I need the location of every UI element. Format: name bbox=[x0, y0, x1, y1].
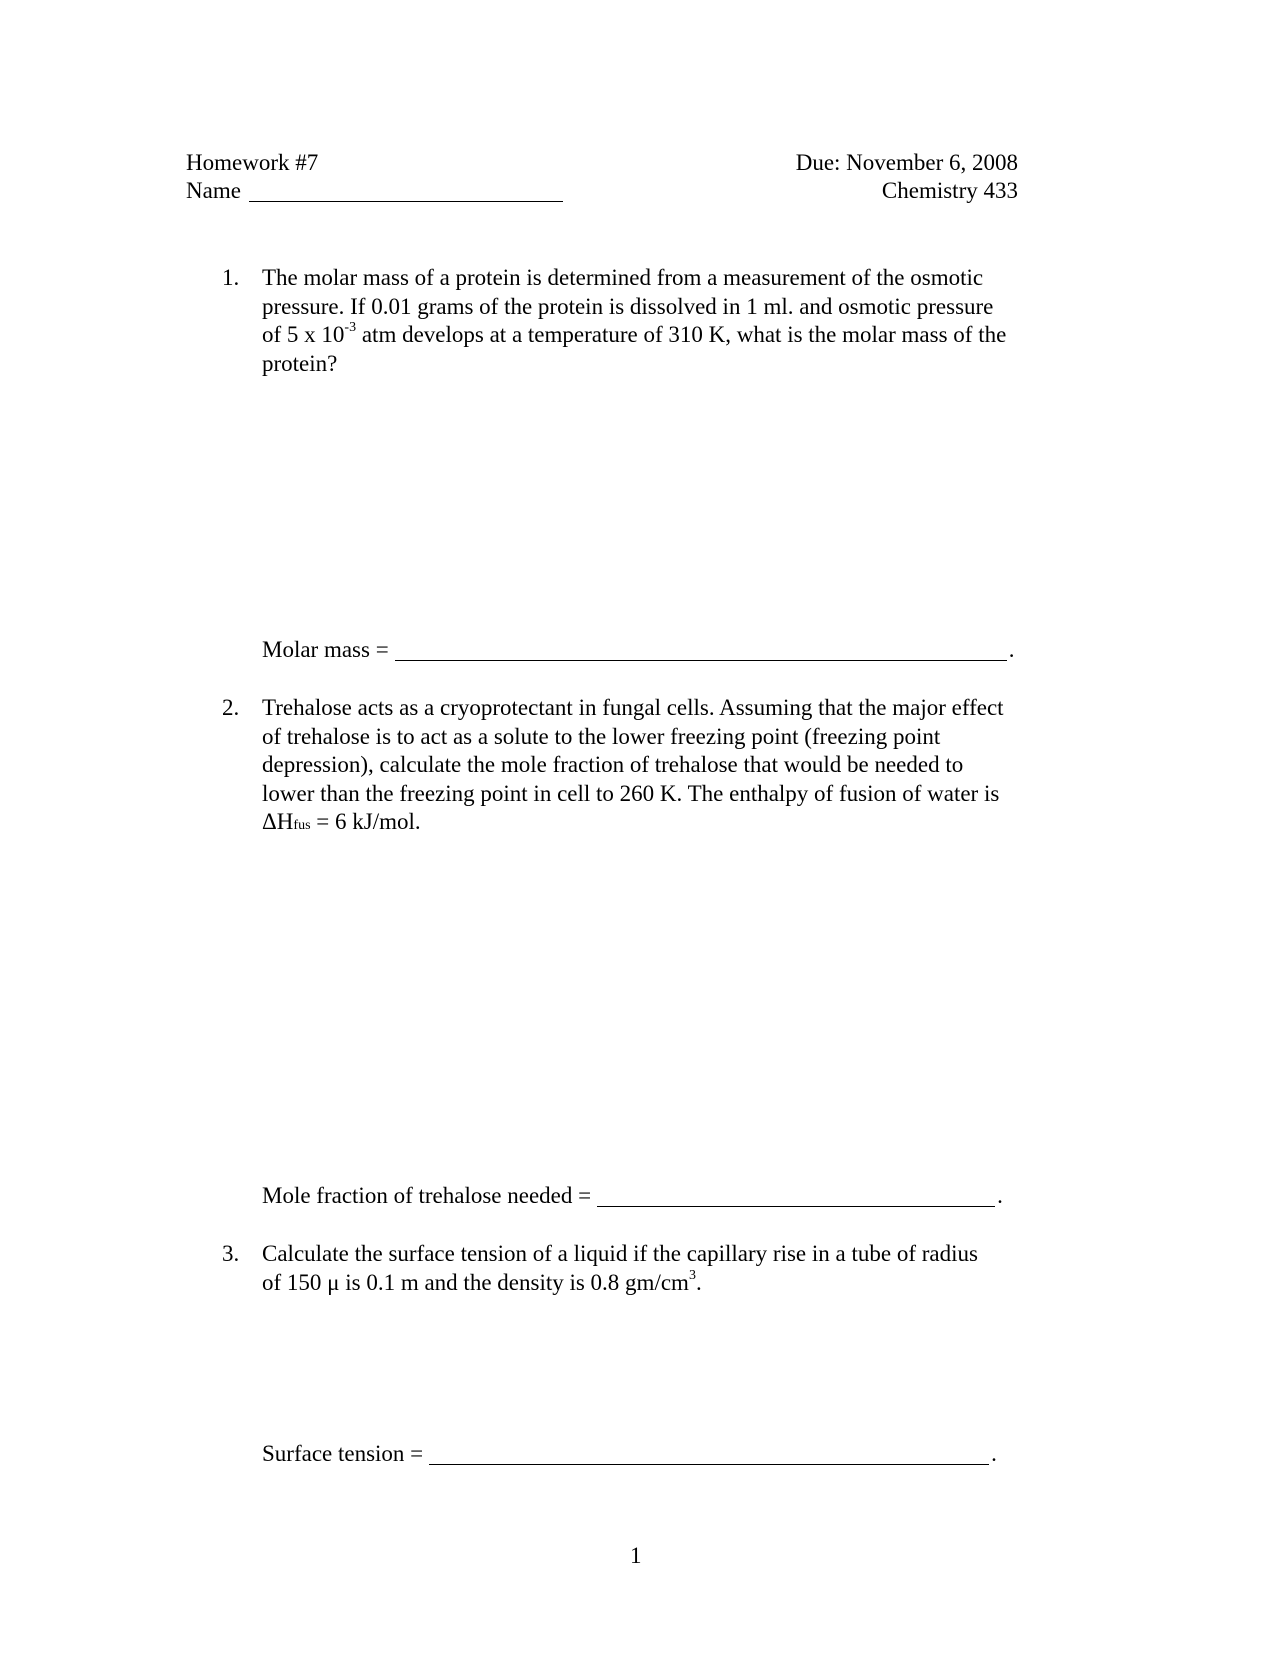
question-2-line-3: depression), calculate the mole fraction of trehalose that would be needed to bbox=[262, 752, 964, 777]
question-3-line-2-before: of 150 μ is 0.1 m and the density is 0.8 gm/cm bbox=[262, 1269, 689, 1295]
question-1-text bbox=[262, 264, 1082, 378]
question-2-answer-label: Mole fraction of trehalose needed = bbox=[262, 1183, 592, 1208]
question-3-answer-label: Surface tension = bbox=[262, 1441, 424, 1466]
question-2-answer-end: . bbox=[997, 1183, 1003, 1208]
question-1-line-4: protein? bbox=[262, 350, 338, 376]
page-number: 1 bbox=[630, 1543, 642, 1568]
question-3-line-2-after: . bbox=[695, 1269, 702, 1295]
question-2-line-1: Trehalose acts as a cryoprotectant in fungal cells. Assuming that the major effect bbox=[262, 695, 1004, 720]
homework-title: Homework #7 bbox=[186, 150, 319, 175]
question-1-answer-end: . bbox=[1008, 637, 1015, 662]
question-3-answer-end: . bbox=[991, 1441, 997, 1466]
question-2-enthalpy-subscript: fus bbox=[293, 818, 311, 833]
question-2-line-4: lower than the freezing point in cell to 260 K. The enthalpy of fusion of water is bbox=[262, 780, 1000, 806]
course-name: Chemistry 433 bbox=[881, 178, 1018, 203]
question-2-answer bbox=[262, 1182, 1003, 1211]
question-2-number: 2. bbox=[222, 695, 240, 720]
question-2-text bbox=[262, 694, 1082, 841]
question-1-line-3-before: of 5 x 10 bbox=[262, 322, 345, 347]
question-1-line-3-after: atm develops at a temperature of 310 K, what is the molar mass of the bbox=[356, 322, 1007, 347]
question-3-exponent: 3 bbox=[688, 1267, 696, 1283]
question-2-answer-blank[interactable] bbox=[597, 1186, 995, 1207]
question-3-text bbox=[262, 1240, 1082, 1297]
question-1-answer bbox=[262, 636, 1014, 665]
question-2-line-2: of trehalose is to act as a solute to the lower freezing point (freezing point bbox=[262, 723, 941, 749]
question-2-line-5 bbox=[262, 808, 1082, 841]
question-1-answer-label: Molar mass = bbox=[262, 637, 389, 662]
question-3-answer bbox=[262, 1440, 997, 1469]
question-3-line-1: Calculate the surface tension of a liquid if the capillary rise in a tube of radius bbox=[262, 1241, 978, 1266]
question-1-answer-blank[interactable] bbox=[395, 640, 1007, 661]
question-1-exponent: -3 bbox=[344, 320, 357, 336]
question-3-number: 3. bbox=[222, 1241, 240, 1266]
question-1-line-1: The molar mass of a protein is determined from a measurement of the osmotic bbox=[262, 265, 984, 290]
question-1-number: 1. bbox=[222, 265, 240, 290]
name-label: Name bbox=[186, 178, 241, 203]
question-3-answer-blank[interactable] bbox=[429, 1444, 989, 1465]
question-1-line-2: pressure. If 0.01 grams of the protein is dissolved in 1 ml. and osmotic pressure bbox=[262, 293, 994, 319]
due-date: Due: November 6, 2008 bbox=[795, 150, 1018, 175]
question-2-enthalpy-symbol: ΔH bbox=[262, 809, 294, 834]
name-line bbox=[186, 177, 563, 206]
question-1-line-3 bbox=[262, 321, 1082, 350]
question-3-line-2 bbox=[262, 1269, 1082, 1298]
question-2-line-5-after: = 6 kJ/mol. bbox=[310, 809, 421, 834]
name-blank[interactable] bbox=[249, 181, 563, 202]
